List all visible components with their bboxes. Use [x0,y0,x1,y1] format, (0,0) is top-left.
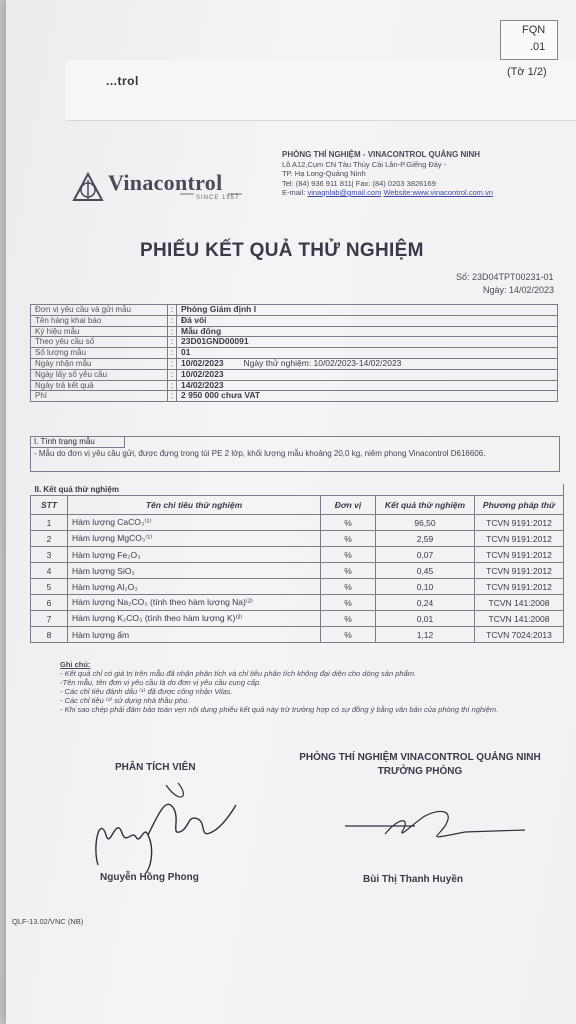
info-value-text: 01 [181,347,191,358]
info-label: Số lượng mẫu [31,348,168,359]
info-colon: : [168,326,177,337]
info-label: Ngày trả kết quả [31,380,168,391]
info-row [31,305,558,316]
info-value [177,326,558,337]
col-result-header: Kết quả thử nghiệm [376,496,475,515]
sample-status-heading: I. Tình trạng mẫu [31,437,125,448]
info-row [31,380,558,391]
row-unit: % [321,595,376,611]
row-method: TCVN 7024:2013 [475,627,564,643]
info-value [177,337,558,348]
col-name-header: Tên chỉ tiêu thử nghiệm [68,496,321,515]
analyst-signature [70,775,240,875]
info-value-text: 23D01GND00091 [181,336,249,347]
underlying-page-edge [66,60,576,121]
row-unit: % [321,531,376,547]
row-stt: 7 [31,611,68,627]
analyst-title: PHÂN TÍCH VIÊN [115,762,196,773]
info-label: Ngày nhận mẫu [31,358,168,369]
email-link[interactable]: vinaqnlab@gmail.com [307,188,382,197]
info-value [177,380,558,391]
info-row [31,391,558,402]
lab-address-2: TP. Hạ Long-Quảng Ninh [282,169,366,178]
row-result: 0,01 [376,611,475,627]
note-item: - Các chỉ tiêu đánh dấu ⁽¹⁾ đã được công nhận Vilas. [60,687,233,696]
row-unit: % [321,627,376,643]
notes-section [60,660,560,714]
sample-status-section [30,436,560,472]
email-label: E-mail: [282,188,306,197]
table-row [31,595,564,611]
lab-contact-line [282,188,493,198]
info-row [31,358,558,369]
col-method-header: Phương pháp thử [475,496,564,515]
row-indicator: Hàm lượng MgCO₃⁽¹⁾ [68,531,321,547]
row-stt: 2 [31,531,68,547]
info-colon: : [168,369,177,380]
document-number: Số: 23D04TPT00231-01 [456,272,554,282]
results-heading: II. Kết quả thử nghiệm [31,484,564,496]
form-code-number: .01 [530,41,546,53]
info-value [177,315,558,326]
info-value [177,348,558,359]
info-label: Tên hàng khai báo [31,315,168,326]
test-results-table [30,484,564,643]
info-value-text: 2 950 000 chưa VAT [181,390,261,401]
row-unit: % [321,563,376,579]
form-code-label: FQN [522,24,546,36]
row-indicator: Hàm lượng ẩm [68,627,321,643]
note-item: - Kết quả chỉ có giá trị trên mẫu đã nhận phân tích và chỉ tiêu phân tích không đại diện cho dòng sản phẩm. [60,669,417,678]
info-row [31,337,558,348]
info-value-text: Phòng Giám định I [181,304,257,314]
row-indicator: Hàm lượng SiO₂ [68,563,321,579]
info-label: Ngày lấy số yêu cầu [31,369,168,380]
info-colon: : [168,358,177,369]
row-method: TCVN 141:2008 [475,595,564,611]
row-stt: 3 [31,547,68,563]
note-item: - Khi sao chép phải đảm bảo toàn vẹn nội dung phiếu kết quả này trừ trường hợp có sự đồng ý bằng văn bản của phòng thí nghiệm. [60,705,499,714]
row-result: 96,50 [376,515,475,531]
notes-heading: Ghi chú: [60,660,91,669]
lab-head-name: Bùi Thị Thanh Huyền [363,874,463,885]
info-value-text: 14/02/2023 [181,379,224,390]
lab-address-1: Lô A12,Cụm CN Tàu Thủy Cái Lân-P.Giếng Đáy - [282,159,447,169]
info-row [31,348,558,359]
table-row [31,515,564,531]
info-label: Phí [31,391,168,402]
info-colon: : [168,380,177,391]
table-row [31,563,564,579]
lab-tel-fax: Tel: (84) 936 911 811| Fax: (84) 0203 3826169 [282,178,436,188]
info-value-text: Đá vôi [181,314,207,325]
table-row [31,547,564,563]
row-method: TCVN 9191:2012 [475,515,564,531]
row-indicator: Hàm lượng Na₂CO₃ (tính theo hàm lượng Na)⁽²⁾ [68,595,321,611]
sample-status-text: - Mẫu do đơn vị yêu cầu gửi, được đựng trong túi PE 2 lớp, khối lượng mẫu khoảng 20,0 kg, niêm phong Vinacontrol D616606. [34,449,486,458]
info-extra: Ngày thử nghiệm: 10/02/2023-14/02/2023 [243,357,402,368]
document-date: Ngày: 14/02/2023 [483,285,555,295]
row-method: TCVN 9191:2012 [475,563,564,579]
info-row [31,369,558,380]
table-row [31,627,564,643]
note-item: -Tên mẫu, tên đơn vị yêu cầu là do đơn vị yêu cầu cung cấp. [60,678,262,687]
info-colon: : [168,305,177,316]
note-item: - Các chỉ tiêu ⁽²⁾ sử dụng nhà thầu phụ. [60,696,190,705]
lab-head-title [285,751,555,779]
lab-head-title-line1: PHÒNG THÍ NGHIỆM VINACONTROL QUẢNG NINH [299,752,541,763]
row-unit: % [321,515,376,531]
info-label: Theo yêu cầu số [31,337,168,348]
website-link[interactable]: Website:www.vinacontrol.com.vn [383,188,493,197]
row-result: 0,24 [376,595,475,611]
document-title: PHIẾU KẾT QUẢ THỬ NGHIỆM [140,240,424,261]
info-row [31,315,558,326]
row-unit: % [321,547,376,563]
info-value [177,305,558,316]
row-stt: 4 [31,563,68,579]
lab-name: PHÒNG THÍ NGHIỆM - VINACONTROL QUẢNG NINH [282,150,481,159]
row-result: 1,12 [376,627,475,643]
row-result: 0,45 [376,563,475,579]
row-indicator: Hàm lượng K₂CO₃ (tính theo hàm lượng K)⁽²⁾ [68,611,321,627]
info-value [177,369,558,380]
row-method: TCVN 9191:2012 [475,547,564,563]
row-method: TCVN 9191:2012 [475,579,564,595]
row-indicator: Hàm lượng Al₂O₃ [68,579,321,595]
lab-head-signature [345,796,525,846]
info-value-text: Mẫu đống [181,325,222,336]
row-method: TCVN 9191:2012 [475,531,564,547]
row-result: 0,10 [376,579,475,595]
info-value [177,391,558,402]
form-code-footer: QLF-13.02/VNC (NB) [12,917,84,926]
info-label: Đơn vị yêu cầu và gửi mẫu [31,305,168,316]
info-label: Ký hiệu mẫu [31,326,168,337]
row-stt: 1 [31,515,68,531]
row-stt: 5 [31,579,68,595]
table-row [31,579,564,595]
table-row [31,611,564,627]
info-row [31,326,558,337]
row-result: 0,07 [376,547,475,563]
info-value [177,358,558,369]
info-colon: : [168,315,177,326]
row-method: TCVN 141:2008 [475,611,564,627]
row-indicator: Hàm lượng CaCO₃⁽¹⁾ [68,515,321,531]
sheet-indicator: (Tờ 1/2) [507,66,547,78]
sample-info-table [30,304,558,402]
info-colon: : [168,348,177,359]
col-unit-header: Đơn vị [321,496,376,515]
lab-header-info [282,150,493,198]
info-colon: : [168,391,177,402]
lab-head-title-line2: TRƯỞNG PHÒNG [377,766,463,777]
row-result: 2,59 [376,531,475,547]
underlying-page-text: ...trol [106,74,139,88]
row-stt: 6 [31,595,68,611]
brand-name: Vinacontrol [108,170,223,195]
info-value-text: 10/02/2023 [181,357,224,368]
row-stt: 8 [31,627,68,643]
info-colon: : [168,337,177,348]
info-value-text: 10/02/2023 [181,368,224,379]
col-stt-header: STT [31,496,68,515]
brand-since: SINCE 1957 [196,195,240,201]
table-row [31,531,564,547]
row-unit: % [321,611,376,627]
analyst-name: Nguyễn Hồng Phong [100,872,199,883]
row-unit: % [321,579,376,595]
row-indicator: Hàm lượng Fe₂O₃ [68,547,321,563]
